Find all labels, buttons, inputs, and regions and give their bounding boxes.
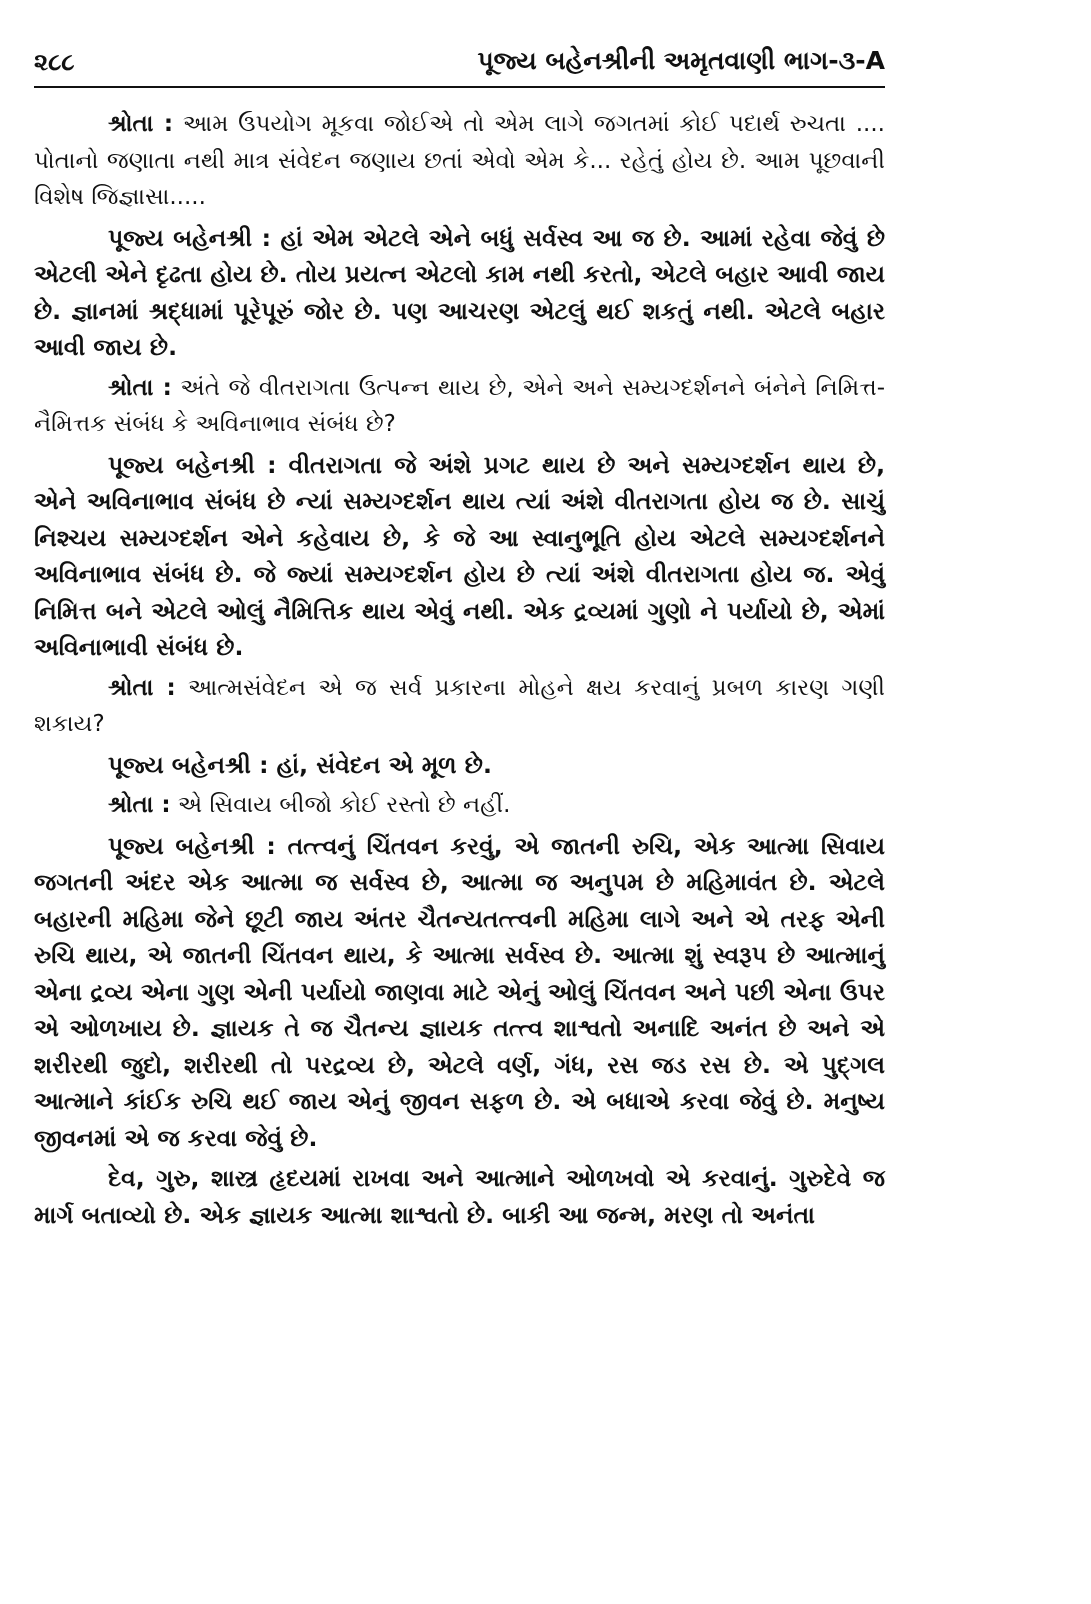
speaker-label: શ્રોતા :: [108, 111, 174, 137]
speaker-label: શ્રોતા :: [108, 792, 171, 818]
paragraph-text: હાં એમ એટલે એને બધું સર્વસ્વ આ જ છે. આમાં રહેવા જેવું છે એટલી એને દૃઢતા હોય છે. તોય પ્રયત્ન એટલો કામ નથી કરતો, એટલે બહાર આવી જાય છે. જ્ઞાનમાં શ્રદ્ધામાં પૂરેપૂરું જોર છે. પણ આચરણ એટલું થઈ શકતું નથી. એટલે બહાર આવી જાય છે.: [34, 223, 885, 361]
paragraph-answer-2: [34, 447, 885, 666]
paragraph-text: આમ ઉપયોગ મૂકવા જોઈએ તો એમ લાગે જગતમાં કોઈ પદાર્થ રુચતા .... પોતાનો જણાતા નથી માત્ર સંવેદન જણાય છતાં એવો એમ કે... રહેતું હોય છે. આમ પૂછવાની વિશેષ જિજ્ઞાસા.....: [34, 111, 885, 210]
paragraph-continuation: [34, 1160, 885, 1233]
speaker-label: પૂજ્ય બહેનશ્રી :: [108, 223, 272, 252]
paragraph-answer-1: [34, 220, 885, 366]
paragraph-text: હાં, સંવેદન એ મૂળ છે.: [268, 750, 492, 779]
speaker-label: પૂજ્ય બહેનશ્રી :: [108, 831, 276, 860]
paragraph-listener-4: [34, 787, 885, 824]
speaker-label: શ્રોતા :: [108, 374, 172, 401]
paragraph-text: દેવ, ગુરુ, શાસ્ત્ર હૃદયમાં રાખવા અને આત્માને ઓળખવો એ કરવાનું. ગુરુદેવે જ માર્ગ બતાવ્યો છે. એક જ્ઞાયક આત્મા શાશ્વતો છે. બાકી આ જન્મ, મરણ તો અનંતા: [34, 1164, 885, 1229]
paragraph-text: અંતે જે વીતરાગતા ઉત્પન્ન થાય છે, એને અને સમ્યગ્દર્શનને બંનેને નિમિત્ત-નૈમિત્તક સંબંધ કે અવિનાભાવ સંબંધ છે?: [34, 374, 885, 437]
running-title: પૂજ્ય બહેનશ્રીની અમૃતવાણી ભાગ-૩-A: [477, 46, 885, 75]
paragraph-answer-3: [34, 747, 885, 784]
paragraph-text: આત્મસંવેદન એ જ સર્વ પ્રકારના મોહને ક્ષય કરવાનું પ્રબળ કારણ ગણી શકાય?: [34, 674, 885, 737]
paragraph-answer-4: [34, 828, 885, 1157]
body-text: [34, 106, 885, 1237]
page-header: [34, 46, 885, 88]
speaker-label: શ્રોતા :: [108, 674, 176, 701]
paragraph-listener-3: [34, 670, 885, 743]
speaker-label: પૂજ્ય બહેનશ્રી :: [108, 450, 277, 479]
paragraph-text: વીતરાગતા જે અંશે પ્રગટ થાય છે અને સમ્યગ્દર્શન થાય છે, એને અવિનાભાવ સંબંધ છે ન્યાં સમ્યગ્દર્શન થાય ત્યાં અંશે વીતરાગતા હોય જ છે. સાચું નિશ્ચય સમ્યગ્દર્શન એને કહેવાય છે, કે જે આ સ્વાનુભૂતિ હોય એટલે સમ્યગ્દર્શનને અવિનાભાવ સંબંધ છે. જે જ્યાં સમ્યગ્દર્શન હોય છે ત્યાં અંશે વીતરાગતા હોય જ. એવું નિમિત્ત બને એટલે ઓલું નૈમિત્તિક થાય એવું નથી. એક દ્રવ્યમાં ગુણો ને પર્યાયો છે, એમાં અવિનાભાવી સંબંધ છે.: [34, 450, 885, 661]
paragraph-text: એ સિવાય બીજો કોઈ રસ્તો છે નહીં.: [170, 792, 511, 818]
paragraph-text: તત્ત્વનું ચિંતવન કરવું, એ જાતની રુચિ, એક આત્મા સિવાય જગતની અંદર એક આત્મા જ સર્વસ્વ છે, આત્મા જ અનુપમ છે મહિમાવંત છે. એટલે બહારની મહિમા જેને છૂટી જાય અંતર ચૈતન્યતત્ત્વની મહિમા લાગે અને એ તરફ એની રુચિ થાય, એ જાતની ચિંતવન થાય, કે આત્મા સર્વસ્વ છે. આત્મા શું સ્વરૂપ છે આત્માનું એના દ્રવ્ય એના ગુણ એની પર્યાયો જાણવા માટે એનું ઓલું ચિંતવન અને પછી એના ઉપર એ ઓળખાય છે. જ્ઞાયક તે જ ચૈતન્ય જ્ઞાયક તત્ત્વ શાશ્વતો અનાદિ અનંત છે અને એ શરીરથી જુદો, શરીરથી તો પરદ્રવ્ય છે, એટલે વર્ણ, ગંધ, રસ જડ રસ છે. એ પુદ્ગલ આત્માને કાંઈક રુચિ થઈ જાય એનું જીવન સફળ છે. એ બધાએ કરવા જેવું છે. મનુષ્ય જીવનમાં એ જ કરવા જેવું છે.: [34, 831, 885, 1152]
paragraph-listener-2: [34, 370, 885, 443]
page-number: ૨૮૮: [34, 48, 75, 76]
paragraph-listener-1: [34, 106, 885, 216]
speaker-label: પૂજ્ય બહેનશ્રી :: [108, 750, 269, 779]
